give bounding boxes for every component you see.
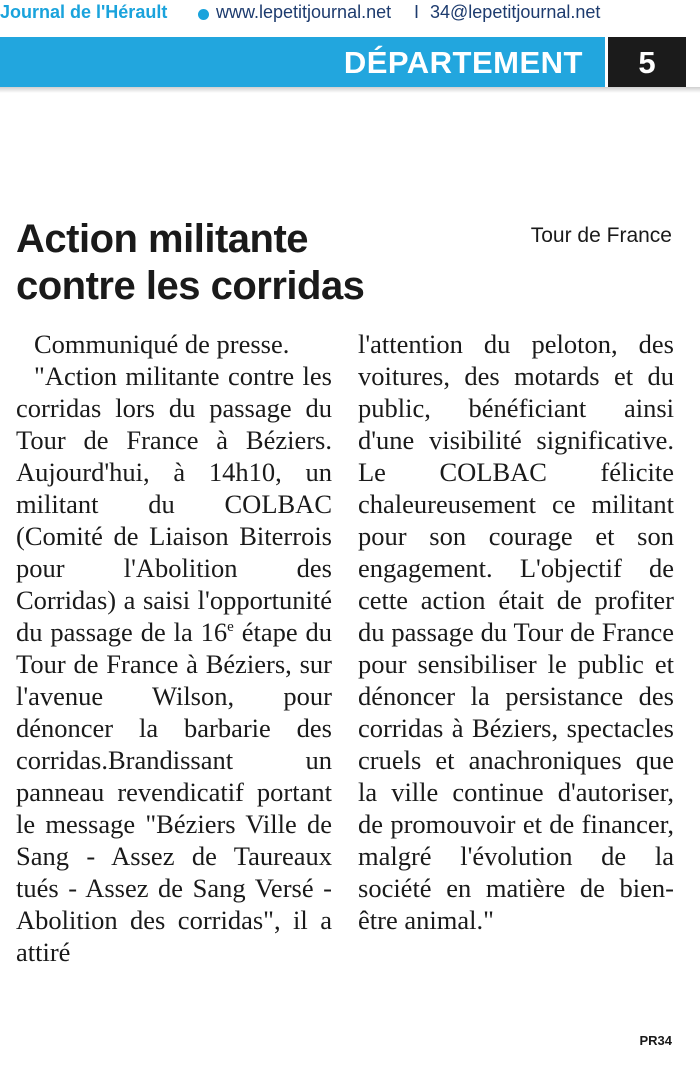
page-number-box (608, 37, 686, 87)
ordinal-superscript: e (227, 619, 234, 636)
body-left-part-2: étape du Tour de France à Béziers, sur l'avenue Wilson, pour dénoncer la barbarie des corridas.Brandissant un panneau revendicatif portant le message "Béziers Ville de Sang - Assez de Taureaux tués - Assez de Sang Versé - Abolition des corridas", il a attiré (16, 617, 332, 967)
article-intro: Communiqué de presse. (34, 329, 290, 359)
email-link[interactable]: 34@lepetitjournal.net (430, 2, 601, 22)
publication-name: Journal de l'Hérault (0, 2, 168, 22)
headline-line-2: contre les corridas (16, 264, 365, 308)
website-link[interactable]: www.lepetitjournal.net (216, 2, 392, 22)
article-column-left (16, 328, 332, 968)
body-left-part-1: "Action militante contre les corridas lors du passage du Tour de France à Béziers. Aujourd'hui, à 14h10, un militant du COLBAC (Comité de Liaison Biterrois pour l'Abolition des Corridas) a saisi l'opportunité du passage de la 16 (16, 361, 332, 647)
section-title: DÉPARTEMENT (343, 45, 583, 80)
article-body-left (16, 360, 332, 968)
bullet-dot-icon (198, 9, 209, 20)
article-body-right: l'attention du peloton, des voitures, des motards et du public, bénéficiant ainsi d'une visibilité significative. Le COLBAC félicite chaleureusement ce militant pour son courage et son engagement. L'objectif de cette action était de profiter du passage du Tour de France pour sensibiliser le public et dénoncer la persistance des corridas à Béziers, spectacles cruels et anachroniques que la ville continue d'autoriser, de promouvoir et de financer, malgré l'évolution de la société en matière de bien-être animal." (358, 329, 674, 935)
masthead-separator: I (414, 2, 420, 22)
section-bar (0, 37, 605, 87)
header-shadow (0, 87, 700, 93)
headline-line-1: Action militante (16, 217, 309, 261)
article-kicker: Tour de France (530, 224, 672, 247)
page-number: 5 (638, 45, 656, 80)
article-column-right (358, 328, 674, 936)
article-byline: PR34 (639, 1033, 672, 1048)
masthead (0, 0, 700, 22)
article-headline (16, 216, 486, 310)
